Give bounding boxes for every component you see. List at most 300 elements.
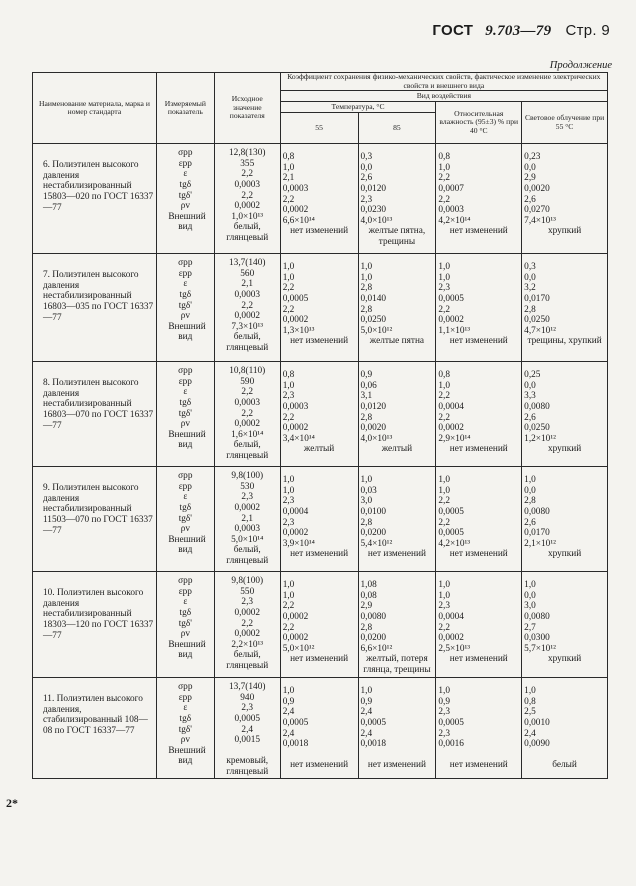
value-line: 5,0×10¹² <box>360 325 393 336</box>
col-indicator: Измеряемый показатель <box>156 73 214 144</box>
indicator-label: ρv <box>180 311 190 322</box>
value-line: 0,0300 <box>524 633 550 644</box>
value-line: 0,0018 <box>282 739 309 750</box>
value-line: 2,2 <box>241 190 254 201</box>
value-line: белый, глянцевый <box>226 440 269 461</box>
value-line: 2,8 <box>360 622 373 633</box>
indicator-label: Внешний вид <box>168 745 206 767</box>
table-row <box>33 144 608 254</box>
value-line: белый, глянцевый <box>226 332 269 353</box>
value-line: 2,8 <box>360 517 373 528</box>
t55-cell <box>280 144 358 254</box>
value-line: 1,0 <box>360 475 373 486</box>
indicator-label: σрр <box>178 576 193 587</box>
light-cell <box>522 254 608 362</box>
col-t85: 85 <box>358 113 436 144</box>
value-line: 0,0003 <box>282 183 309 194</box>
value-line: 2,8 <box>360 412 373 423</box>
indicator-label: ρv <box>180 419 190 430</box>
value-line: 0,0002 <box>282 528 309 539</box>
indicator-label: ρv <box>180 524 190 535</box>
indicator-label: σрр <box>178 366 193 377</box>
indicator-label: ρv <box>180 735 190 746</box>
value-line: 2,6 <box>524 194 536 205</box>
value-line: 2,8 <box>360 283 373 294</box>
value-line: 0,9 <box>360 370 373 381</box>
value-line: 2,3 <box>282 496 295 507</box>
initial-cell <box>214 362 280 467</box>
value-line: 7,4×10¹³ <box>524 215 556 226</box>
indicator-label: tgδ <box>179 289 192 300</box>
value-line: 3,2 <box>524 283 536 294</box>
value-line: белый <box>552 760 577 771</box>
col-light: Световое облучение при 55 °С <box>522 102 608 144</box>
continuation-label: Продолжение <box>549 60 612 71</box>
value-line: кремовый, глянцевый <box>226 756 269 777</box>
value-line: 560 <box>240 268 255 279</box>
light-cell <box>522 144 608 254</box>
indicator-label: ρv <box>180 201 190 212</box>
value-line: 0,0003 <box>282 401 309 412</box>
indicator-label: Внешний вид <box>168 429 206 451</box>
value-line: 2,2 <box>241 300 254 311</box>
value-line: 0,0 <box>524 590 536 601</box>
value-line: 0,0003 <box>234 289 261 300</box>
value-line: 12,8(130) <box>229 148 266 159</box>
value-line: 0,3 <box>524 262 536 273</box>
value-line: 2,8 <box>360 304 373 315</box>
value-line: 0,0005 <box>438 528 464 539</box>
value-line: 1,0 <box>438 475 450 486</box>
t85-cell <box>358 572 436 678</box>
light-cell <box>522 362 608 467</box>
indicator-label: εрр <box>178 158 192 169</box>
value-line: 550 <box>240 586 255 597</box>
table-row <box>33 572 608 678</box>
value-line: 0,0015 <box>234 735 261 746</box>
value-line: 0,0002 <box>234 201 261 212</box>
value-line: 0,0080 <box>524 401 550 412</box>
value-line: 0,8 <box>282 370 295 381</box>
value-line: желтые пятна, трещины <box>368 226 426 247</box>
value-line: хрупкий <box>547 444 582 455</box>
value-line: 1,0 <box>438 580 450 591</box>
light-cell <box>522 678 608 778</box>
value-line: 2,2 <box>438 517 450 528</box>
indicator-label: tgδ <box>179 179 192 190</box>
value-line: 0,0004 <box>438 401 464 412</box>
value-line: 1,0 <box>282 262 295 273</box>
value-line: 1,0 <box>438 590 450 601</box>
value-line: желтые пятна <box>369 336 425 347</box>
value-line: 0,0002 <box>438 633 464 644</box>
indicator-cell <box>156 254 214 362</box>
value-line: 0,9 <box>360 696 373 707</box>
value-line: 0,08 <box>360 590 377 601</box>
indicator-label: tgδ' <box>178 513 192 524</box>
value-line: 1,0 <box>282 380 295 391</box>
value-line: 1,6×10¹⁴ <box>231 429 264 440</box>
value-line: 10,8(110) <box>229 366 266 377</box>
value-line: 3,0 <box>360 496 373 507</box>
value-line: 0,0005 <box>360 717 387 728</box>
value-line: 2,8 <box>524 304 536 315</box>
value-line: 1,0 <box>282 272 295 283</box>
value-line: 2,2 <box>241 618 254 629</box>
value-line: 1,0 <box>282 162 295 173</box>
value-line: белый, глянцевый <box>226 545 269 566</box>
value-line: 5,0×10¹² <box>282 643 315 654</box>
indicator-label: εрр <box>178 692 192 703</box>
value-line <box>524 750 605 761</box>
value-line <box>217 746 278 757</box>
indicator-label: ε <box>183 387 188 398</box>
value-line: 0,0 <box>524 380 536 391</box>
value-line: 0,0016 <box>438 739 464 750</box>
value-line: 2,1 <box>241 513 254 524</box>
material-cell: 11. Полиэтилен высокого давления, стабилизированный 108—08 по ГОСТ 16337—77 <box>33 678 157 778</box>
indicator-label: ε <box>183 597 188 608</box>
value-line: 2,3 <box>438 283 450 294</box>
value-line: 0,06 <box>360 380 377 391</box>
col-humidity: Относительная влажность (95±3) % при 40 °С <box>436 102 522 144</box>
value-line: 0,0018 <box>360 739 387 750</box>
value-line: 2,2 <box>282 304 295 315</box>
value-line: 0,0002 <box>234 419 261 430</box>
value-line: 5,7×10¹² <box>524 643 556 654</box>
t85-cell <box>358 678 436 778</box>
value-line: нет изменений <box>449 549 508 560</box>
value-line: 2,4 <box>360 728 373 739</box>
value-line: 0,0230 <box>360 205 387 216</box>
value-line: 0,8 <box>438 152 450 163</box>
value-line: нет изменений <box>449 760 508 771</box>
indicator-cell <box>156 467 214 572</box>
value-line: 2,2 <box>438 391 450 402</box>
indicator-label: tgδ <box>179 397 192 408</box>
value-line: 1,0 <box>438 686 450 697</box>
value-line: 530 <box>240 481 255 492</box>
value-line: 0,0270 <box>524 205 550 216</box>
value-line: 0,0003 <box>438 205 464 216</box>
value-line: 0,0004 <box>438 611 464 622</box>
value-line: 0,0020 <box>360 423 387 434</box>
humidity-cell <box>436 144 522 254</box>
value-line: 4,2×10¹⁴ <box>438 215 471 226</box>
value-line: 1,0 <box>438 162 450 173</box>
value-line: 2,3 <box>241 597 254 608</box>
value-line: 2,2 <box>282 601 295 612</box>
value-line: хрупкий <box>547 226 582 237</box>
value-line: 1,08 <box>360 580 377 591</box>
value-line: желтый, потеря глянца, трещины <box>363 654 431 675</box>
value-line: 0,0100 <box>360 506 387 517</box>
initial-cell <box>214 144 280 254</box>
value-line: 0,0080 <box>524 611 550 622</box>
material-cell: 9. Полиэтилен высокого давления нестабилизированный 11503—070 по ГОСТ 16337—77 <box>33 467 157 572</box>
value-line: 0,0005 <box>438 717 464 728</box>
value-line: 6,6×10¹² <box>360 643 393 654</box>
value-line: 2,3 <box>360 194 373 205</box>
t55-cell <box>280 572 358 678</box>
value-line: 2,2 <box>438 194 450 205</box>
value-line: 4,2×10¹³ <box>438 538 471 549</box>
value-line: 0,0002 <box>282 611 309 622</box>
value-line: 0,0200 <box>360 528 387 539</box>
value-line: 0,0002 <box>282 423 309 434</box>
indicator-label: σрр <box>178 471 193 482</box>
value-line: 2,2 <box>282 622 295 633</box>
value-line: 2,3 <box>438 728 450 739</box>
humidity-cell <box>436 254 522 362</box>
indicator-label: tgδ' <box>178 300 192 311</box>
value-line: 2,4 <box>282 728 295 739</box>
value-line: 5,0×10¹⁴ <box>231 534 264 545</box>
indicator-label: tgδ <box>179 713 192 724</box>
footnote-mark: 2* <box>6 796 18 810</box>
page-header <box>432 22 610 40</box>
value-line: 2,2 <box>438 173 450 184</box>
value-line: нет изменений <box>290 549 349 560</box>
t55-cell <box>280 467 358 572</box>
col-temperature: Температура, °С <box>280 102 436 113</box>
value-line: 2,6 <box>360 173 373 184</box>
value-line: 4,0×10¹³ <box>360 215 393 226</box>
t85-cell <box>358 362 436 467</box>
value-line: 0,3 <box>360 152 373 163</box>
value-line: 3,0 <box>524 601 536 612</box>
value-line: 0,0004 <box>282 506 309 517</box>
value-line: 2,8 <box>524 496 536 507</box>
value-line: нет изменений <box>449 654 508 665</box>
indicator-label: Внешний вид <box>168 211 206 233</box>
value-line: 0,23 <box>524 152 541 163</box>
indicator-label: tgδ <box>179 607 192 618</box>
indicator-label: tgδ' <box>178 190 192 201</box>
value-line: 1,0 <box>438 272 450 283</box>
value-line: 5,4×10¹² <box>360 538 393 549</box>
col-initial: Исходное значение показателя <box>214 73 280 144</box>
value-line: 0,0140 <box>360 293 387 304</box>
value-line <box>438 750 519 761</box>
indicator-label: tgδ' <box>178 618 192 629</box>
value-line: 2,2 <box>282 412 295 423</box>
value-line: 1,2×10¹² <box>524 433 556 444</box>
value-line: 2,2 <box>282 283 295 294</box>
value-line: 2,4 <box>524 728 536 739</box>
col-exposure: Вид воздействия <box>280 91 607 102</box>
humidity-cell <box>436 572 522 678</box>
value-line <box>283 750 356 761</box>
indicator-label: σрр <box>178 682 193 693</box>
value-line: 1,1×10¹³ <box>438 325 471 336</box>
indicator-cell <box>156 678 214 778</box>
value-line: 0,0 <box>524 485 536 496</box>
value-line: 2,2 <box>438 412 450 423</box>
value-line: 0,0002 <box>282 633 309 644</box>
value-line: нет изменений <box>449 444 508 455</box>
t85-cell <box>358 144 436 254</box>
initial-cell <box>214 678 280 778</box>
humidity-cell <box>436 362 522 467</box>
t55-cell <box>280 362 358 467</box>
indicator-cell <box>156 144 214 254</box>
value-line: 2,7 <box>524 622 536 633</box>
value-line: 1,0 <box>282 485 295 496</box>
indicator-label: tgδ' <box>178 408 192 419</box>
value-line: 0,0170 <box>524 528 550 539</box>
indicator-label: tgδ <box>179 502 192 513</box>
value-line <box>361 750 434 761</box>
indicator-label: εрр <box>178 481 192 492</box>
value-line: нет изменений <box>367 549 426 560</box>
value-line: нет изменений <box>290 760 349 771</box>
t85-cell <box>358 254 436 362</box>
value-line: 0,0005 <box>282 293 309 304</box>
value-line: желтый <box>303 444 335 455</box>
value-line: 0,0005 <box>438 506 464 517</box>
indicator-label: σрр <box>178 258 193 269</box>
properties-table <box>32 72 608 779</box>
value-line: 2,2 <box>282 194 295 205</box>
value-line: 0,0080 <box>360 611 387 622</box>
value-line: 2,2 <box>241 408 254 419</box>
value-line: 0,8 <box>282 152 295 163</box>
material-cell: 8. Полиэтилен высокого давления нестабилизированный 16803—070 по ГОСТ 16337—77 <box>33 362 157 467</box>
value-line: хрупкий <box>547 654 582 665</box>
value-line: 2,5 <box>524 707 536 718</box>
value-line: белый, глянцевый <box>226 650 269 671</box>
indicator-label: ε <box>183 703 188 714</box>
value-line: 1,0 <box>360 272 373 283</box>
value-line: 0,0250 <box>360 315 387 326</box>
indicator-label: εрр <box>178 586 192 597</box>
indicator-label: εрр <box>178 268 192 279</box>
humidity-cell <box>436 467 522 572</box>
value-line: 1,0×10¹³ <box>231 211 264 222</box>
light-cell <box>522 467 608 572</box>
value-line: 2,3 <box>282 391 295 402</box>
table-row <box>33 254 608 362</box>
value-line: 0,0200 <box>360 633 387 644</box>
indicator-label: σрр <box>178 148 193 159</box>
value-line: 3,3 <box>524 391 536 402</box>
value-line: нет изменений <box>367 760 426 771</box>
value-line: 1,0 <box>282 686 295 697</box>
initial-cell <box>214 572 280 678</box>
indicator-label: Внешний вид <box>168 321 206 343</box>
value-line: 3,9×10¹⁴ <box>282 538 315 549</box>
value-line: 6,6×10¹⁴ <box>282 215 315 226</box>
value-line: 0,0170 <box>524 293 550 304</box>
indicator-label: ε <box>183 169 188 180</box>
value-line: 2,9 <box>360 601 373 612</box>
value-line: 1,0 <box>282 475 295 486</box>
value-line: 0,0010 <box>524 717 550 728</box>
value-line: 13,7(140) <box>229 682 266 693</box>
value-line: нет изменений <box>290 654 349 665</box>
value-line: 2,2 <box>241 387 254 398</box>
value-line: 2,1 <box>282 173 295 184</box>
value-line: 2,9×10¹⁴ <box>438 433 471 444</box>
value-line: 2,2×10¹³ <box>231 639 264 650</box>
value-line: 2,3 <box>438 707 450 718</box>
value-line: 940 <box>240 692 255 703</box>
value-line: 0,8 <box>524 696 536 707</box>
value-line: 0,9 <box>438 696 450 707</box>
value-line: нет изменений <box>449 336 508 347</box>
value-line: 0,0003 <box>234 179 261 190</box>
value-line: 1,0 <box>360 686 373 697</box>
value-line: 2,1×10¹² <box>524 538 556 549</box>
value-line: 0,0 <box>360 162 373 173</box>
value-line: 0,0003 <box>234 524 261 535</box>
value-line: 0,03 <box>360 485 377 496</box>
value-line: 0,0120 <box>360 401 387 412</box>
value-line: 13,7(140) <box>229 258 266 269</box>
value-line: 0,0020 <box>524 183 550 194</box>
value-line: 1,0 <box>438 262 450 273</box>
value-line: 2,1 <box>241 279 254 290</box>
table-row <box>33 362 608 467</box>
material-cell: 7. Полиэтилен высокого давления нестабилизированный 16803—035 по ГОСТ 16337—77 <box>33 254 157 362</box>
value-line: 2,3 <box>438 601 450 612</box>
indicator-label: tgδ' <box>178 724 192 735</box>
value-line: 9,8(100) <box>231 471 264 482</box>
value-line: 0,0120 <box>360 183 387 194</box>
value-line: 9,8(100) <box>231 576 264 587</box>
indicator-label: ε <box>183 279 188 290</box>
value-line: 1,0 <box>524 475 536 486</box>
value-line: 0,0002 <box>438 315 464 326</box>
value-line: 0,0 <box>524 272 536 283</box>
indicator-label: ρv <box>180 629 190 640</box>
t85-cell <box>358 467 436 572</box>
humidity-cell <box>436 678 522 778</box>
gost-label: ГОСТ <box>432 22 474 39</box>
value-line: 2,4 <box>360 707 373 718</box>
material-cell: 6. Полиэтилен высокого давления нестабилизированный 15803—020 по ГОСТ 16337—77 <box>33 144 157 254</box>
value-line: 0,0080 <box>524 506 550 517</box>
value-line: 1,0 <box>524 686 536 697</box>
value-line: 2,9 <box>524 173 536 184</box>
value-line: 1,0 <box>282 580 295 591</box>
value-line: нет изменений <box>449 226 508 237</box>
value-line: 0,0002 <box>282 205 309 216</box>
value-line: 0,0003 <box>234 397 261 408</box>
value-line: 2,3 <box>241 492 254 503</box>
value-line: белый, глянцевый <box>226 222 269 243</box>
t55-cell <box>280 254 358 362</box>
value-line: 2,2 <box>438 496 450 507</box>
value-line: 7,3×10¹³ <box>231 321 264 332</box>
value-line: 0,25 <box>524 370 541 381</box>
value-line: 2,2 <box>438 304 450 315</box>
indicator-label: Внешний вид <box>168 639 206 661</box>
value-line: нет изменений <box>290 336 349 347</box>
value-line: хрупкий <box>547 549 582 560</box>
value-line: 0,0002 <box>234 607 261 618</box>
indicator-cell <box>156 572 214 678</box>
value-line: 4,7×10¹² <box>524 325 556 336</box>
indicator-label: ε <box>183 492 188 503</box>
value-line: 2,3 <box>282 517 295 528</box>
value-line: 0,0005 <box>234 713 261 724</box>
value-line: 0,0 <box>524 162 536 173</box>
col-t55: 55 <box>280 113 358 144</box>
col-coef: Коэффициент сохранения физико-механических свойств, фактическое изменение электрических свойств и внешнего вида <box>280 73 607 91</box>
value-line: 1,3×10¹³ <box>282 325 315 336</box>
